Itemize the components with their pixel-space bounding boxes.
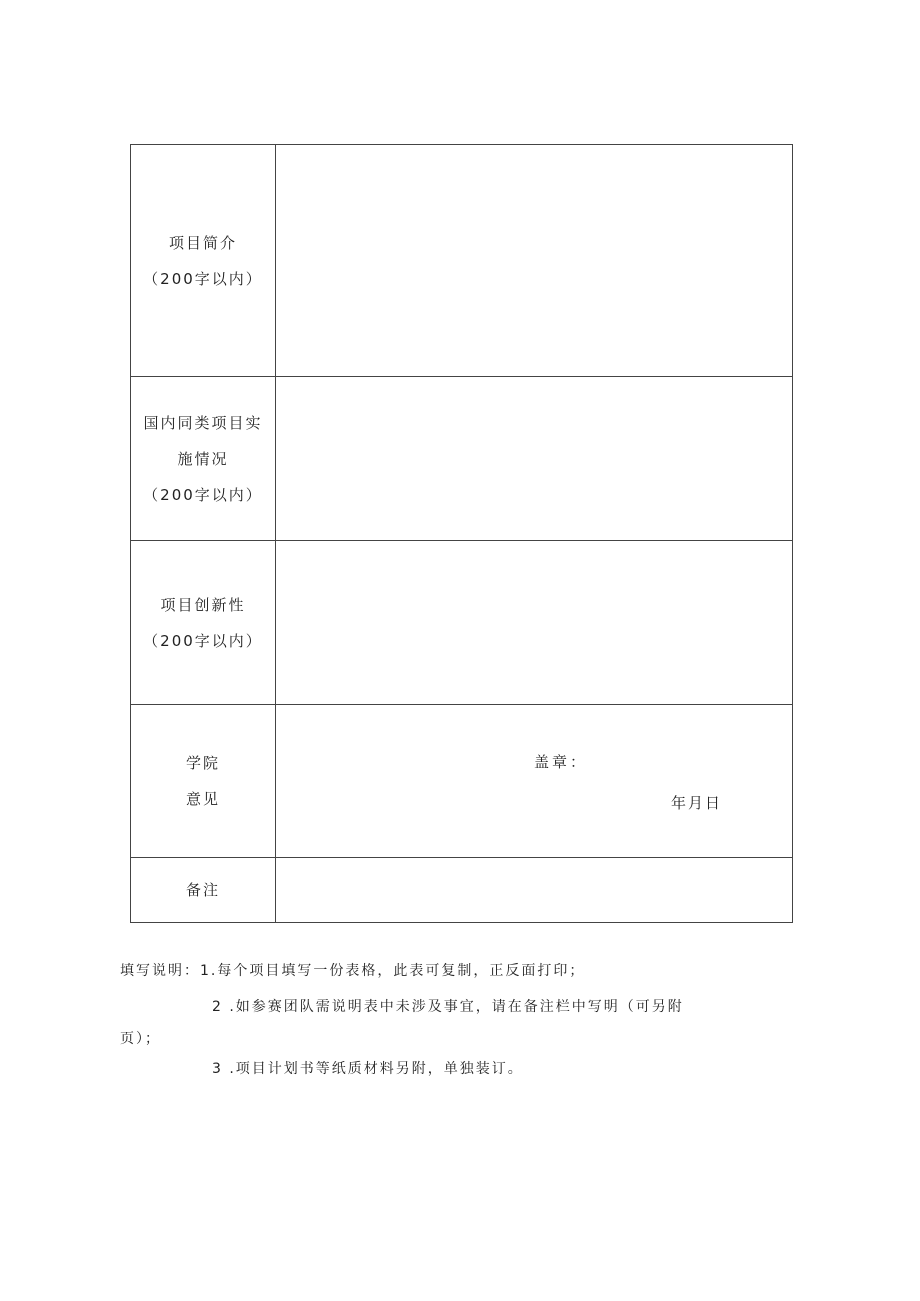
field-remarks[interactable] [276, 858, 793, 923]
application-form-table [130, 144, 793, 923]
label-line: 施情况 [177, 449, 229, 468]
label-line: （200字以内） [143, 485, 263, 504]
stamp-label: 盖章： [534, 753, 589, 771]
label-line: 项目创新性 [160, 595, 246, 614]
label-college-opinion [131, 705, 276, 858]
label-line: 国内同类项目实 [143, 413, 263, 432]
label-line: （200字以内） [143, 631, 263, 650]
field-innovation[interactable] [276, 541, 793, 705]
label-remarks [131, 858, 276, 923]
row-remarks [131, 858, 793, 923]
row-project-intro [131, 145, 793, 377]
date-label: 年月日 [671, 794, 723, 812]
label-domestic-similar [131, 377, 276, 541]
instruction-line-3: 3 .项目计划书等纸质材料另附，单独装订。 [212, 1061, 524, 1077]
label-line: （200字以内） [143, 269, 263, 288]
field-project-intro[interactable] [276, 145, 793, 377]
row-innovation [131, 541, 793, 705]
row-domestic-similar [131, 377, 793, 541]
label-project-intro [131, 145, 276, 377]
instruction-line-2: 2 .如参赛团队需说明表中未涉及事宜，请在备注栏中写明（可另附 [212, 999, 684, 1015]
field-college-opinion[interactable] [276, 705, 793, 858]
row-college-opinion [131, 705, 793, 858]
field-domestic-similar[interactable] [276, 377, 793, 541]
label-line: 学院 [185, 754, 220, 772]
instruction-line-2-continued: 页）； [120, 1031, 161, 1047]
label-line: 项目简介 [168, 233, 237, 252]
label-innovation [131, 541, 276, 705]
instruction-line-1: 填写说明：1.每个项目填写一份表格，此表可复制，正反面打印； [120, 963, 586, 979]
label-line: 意见 [185, 790, 220, 808]
label-line: 备注 [185, 881, 220, 899]
